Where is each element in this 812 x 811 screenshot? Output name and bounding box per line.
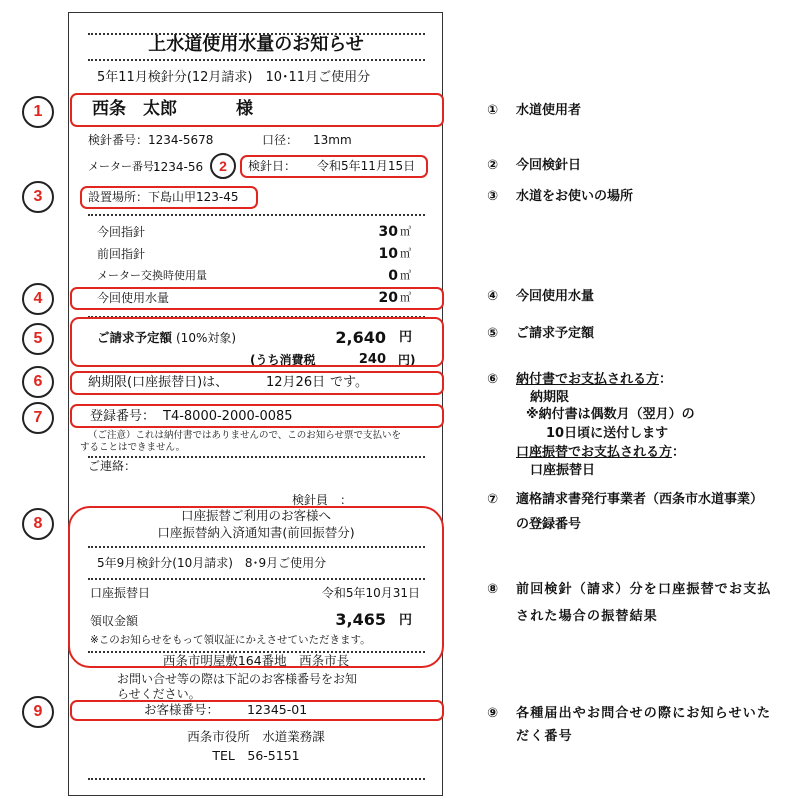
reading-date-label: 検針日： — [248, 159, 297, 173]
registration-label: 登録番号： — [90, 409, 156, 424]
due-date: 12月26日 — [266, 375, 326, 390]
annotation-9-number: ⑨ — [487, 706, 499, 721]
notice-title: 上水道使用水量のお知らせ — [148, 34, 364, 55]
annotation-6-line-2: ※納付書は偶数月（翌月）の — [526, 407, 695, 422]
customer-name: 西条 太郎 — [92, 99, 177, 119]
annotation-3-text: 水道をお使いの場所 — [516, 189, 634, 204]
billing-amount: 2,640 — [335, 328, 386, 347]
highlight-box-2 — [240, 155, 428, 178]
marker-4: 4 — [22, 283, 54, 315]
due-text-1: 納期限(口座振替日)は、 — [88, 375, 229, 390]
marker-8: 8 — [22, 508, 54, 540]
annotation-2-number: ② — [487, 158, 499, 173]
billing-yen: 円 — [399, 330, 413, 345]
tax-label: (うち消費税 — [250, 353, 316, 367]
annotation-6-colon-2: ： — [672, 445, 686, 460]
location-label: 設置場所： — [88, 190, 149, 204]
annotation-6-line-1: 納期限 — [530, 390, 570, 405]
marker-1: 1 — [22, 96, 54, 128]
annotation-9-text: 各種届出やお問合せの際にお知らせいた — [516, 706, 772, 721]
honorific: 様 — [236, 99, 253, 119]
annotation-5-number: ⑤ — [487, 326, 499, 341]
meter-reading-no: 1234-5678 — [148, 133, 214, 147]
receipt-amount-label: 領収金額 — [90, 614, 139, 628]
dotted-divider — [88, 456, 425, 458]
billing-period: 5年11月検針分(12月請求) 10･11月ご使用分 — [97, 70, 371, 85]
annotation-5-text: ご請求予定額 — [516, 326, 595, 341]
customer-no: 12345-01 — [247, 702, 308, 717]
highlight-box-9 — [70, 700, 444, 721]
transfer-date: 令和5年10月31日 — [321, 586, 420, 600]
reading-value-current: 30 — [378, 224, 398, 240]
receipt-yen: 円 — [399, 613, 413, 628]
caution-line-2: することはできません。 — [80, 442, 186, 453]
contact-label: ご連絡： — [88, 459, 137, 473]
customer-no-label: お客様番号： — [144, 702, 220, 717]
annotation-7-text: 適格請求書発行事業者（西条市水道事業） — [516, 492, 764, 507]
reading-date: 令和5年11月15日 — [317, 159, 416, 173]
meter-no-label: メーター番号： — [88, 160, 165, 173]
annotation-6-number: ⑥ — [487, 372, 499, 387]
registration-number: T4-8000-2000-0085 — [163, 409, 293, 424]
bore-value: 13mm — [313, 133, 352, 147]
usage-unit: ㎥ — [400, 291, 411, 304]
highlight-box-5 — [70, 317, 444, 367]
annotation-6-heading2-row — [516, 446, 685, 459]
reading-unit: ㎥ — [400, 247, 411, 260]
annotation-9-text-2: だく番号 — [516, 729, 573, 744]
tax-amount: 240 — [358, 352, 386, 367]
highlight-box-3 — [80, 186, 258, 209]
annotation-6-line-4: 口座振替日 — [530, 463, 596, 478]
marker-9: 9 — [22, 696, 54, 728]
marker-2: 2 — [210, 153, 236, 179]
dotted-divider — [88, 214, 425, 216]
highlight-box-7 — [70, 404, 444, 428]
marker-3: 3 — [22, 181, 54, 213]
transfer-heading-1: 口座振替ご利用のお客様へ — [180, 508, 331, 523]
annotation-8-text-2: された場合の振替結果 — [516, 609, 659, 624]
marker-7: 7 — [22, 402, 54, 434]
annotation-7-text-2: の登録番号 — [516, 517, 582, 532]
annotation-6-line-3: 10日頃に送付します — [546, 426, 669, 441]
billing-label: ご請求予定額 — [97, 330, 173, 345]
reading-unit: ㎥ — [400, 269, 411, 282]
due-text-2: です。 — [330, 375, 368, 390]
reading-value-meter-exchange: 0 — [388, 268, 398, 284]
meter-reading-no-label: 検針番号： — [88, 133, 149, 147]
inquiry-line-1: お問い合せ等の際は下記のお客様番号をお知 — [117, 672, 358, 686]
annotation-6-heading-row — [516, 373, 672, 386]
usage-label: 今回使用水量 — [97, 291, 170, 305]
office-name: 西条市役所 水道業務課 — [187, 729, 325, 744]
tax-yen: 円) — [398, 353, 416, 367]
highlight-box-1 — [70, 93, 444, 127]
meter-no: 1234-56 — [153, 160, 204, 174]
annotation-7-number: ⑦ — [487, 492, 499, 507]
inquiry-line-2: らせください。 — [117, 687, 201, 701]
highlight-box-8 — [68, 506, 444, 668]
annotation-1-text: 水道使用者 — [516, 103, 582, 118]
annotation-4-number: ④ — [487, 289, 499, 304]
annotation-1-number: ① — [487, 103, 499, 118]
meter-reader-label: 検針員 ： — [292, 493, 353, 507]
location-value: 下島山甲123-45 — [148, 190, 239, 204]
annotation-3-number: ③ — [487, 189, 499, 204]
annotation-8-text: 前回検針（請求）分を口座振替でお支払 — [516, 582, 772, 597]
reading-value-previous: 10 — [378, 246, 398, 262]
transfer-date-label: 口座振替日 — [90, 586, 151, 600]
billing-tax-note: (10%対象) — [176, 331, 237, 345]
annotation-8-number: ⑧ — [487, 582, 499, 597]
office-tel: TEL 56-5151 — [212, 748, 300, 763]
annotation-6-heading-2: 口座振替でお支払される方 — [516, 445, 673, 460]
transfer-heading-2: 口座振替納入済通知書(前回振替分) — [157, 525, 355, 540]
marker-5: 5 — [22, 323, 54, 355]
marker-6: 6 — [22, 366, 54, 398]
reading-unit: ㎥ — [400, 225, 411, 238]
transfer-period: 5年9月検針分(10月請求) 8･9月ご使用分 — [97, 556, 327, 570]
receipt-amount: 3,465 — [335, 610, 386, 629]
dotted-divider — [88, 59, 425, 61]
highlight-box-6 — [70, 371, 444, 395]
usage-value: 20 — [378, 290, 398, 306]
highlight-box-4 — [70, 287, 444, 310]
issuer: 西条市明屋敷164番地 西条市長 — [162, 653, 350, 668]
annotation-4-text: 今回使用水量 — [516, 289, 595, 304]
annotation-6-colon: ： — [659, 372, 673, 387]
reading-label-previous: 前回指針 — [97, 247, 146, 261]
bore-label: 口径： — [262, 133, 299, 147]
reading-label-current: 今回指針 — [97, 225, 146, 239]
annotation-6-heading: 納付書でお支払される方 — [516, 372, 660, 387]
annotation-2-text: 今回検針日 — [516, 158, 582, 173]
dotted-divider — [88, 778, 425, 780]
reading-label-meter-exchange: メーター交換時使用量 — [97, 269, 207, 282]
receipt-note: ※このお知らせをもって領収証にかえさせていただきます。 — [90, 634, 371, 646]
caution-line-1: （ご注意）これは納付書ではありませんので、このお知らせ票で支払いを — [88, 430, 402, 441]
